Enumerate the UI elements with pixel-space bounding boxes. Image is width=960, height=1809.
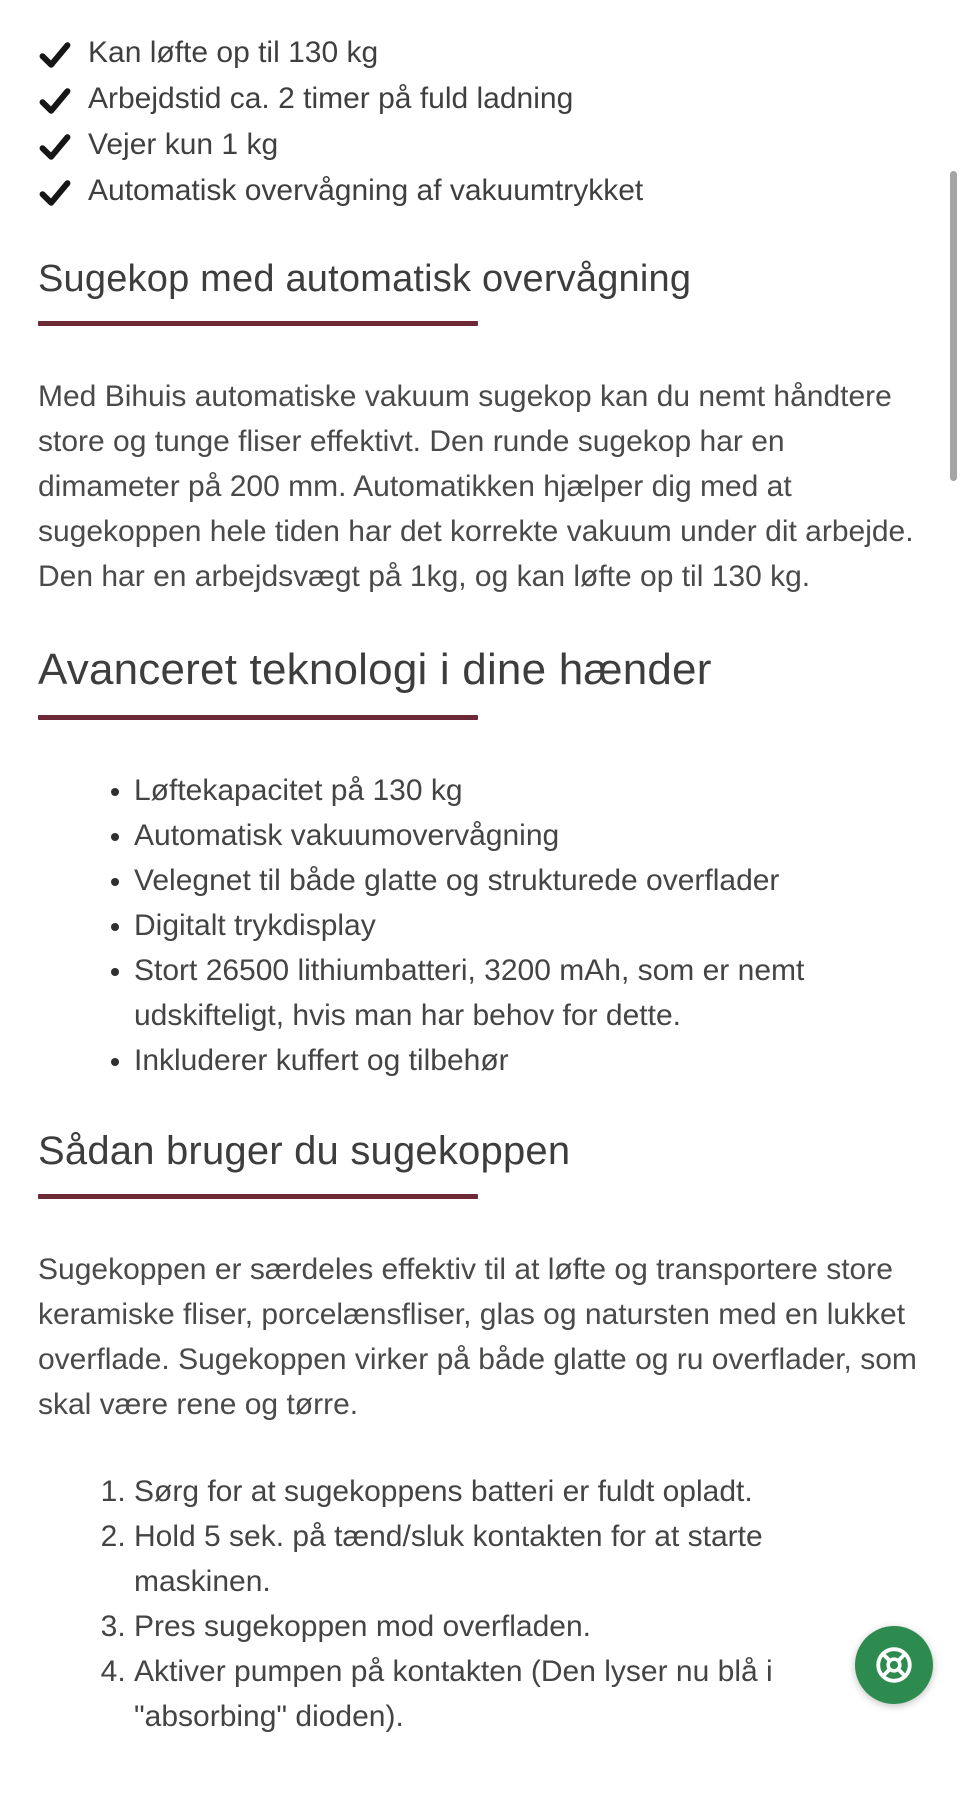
cookie-widget-button[interactable] bbox=[855, 1626, 933, 1704]
feature-item: • Velegnet til både glatte og strukturede overflader bbox=[134, 858, 920, 903]
usp-item bbox=[38, 122, 920, 168]
section-divider bbox=[38, 321, 478, 326]
section-heading-usage: Sådan bruger du sugekoppen bbox=[38, 1129, 571, 1173]
usp-text: Arbejdstid ca. 2 timer på fuld ladning bbox=[88, 82, 574, 115]
feature-item: • Løftekapacitet på 130 kg bbox=[134, 768, 920, 813]
section-divider bbox=[38, 715, 478, 720]
feature-list bbox=[38, 768, 920, 1083]
usage-step: 3. Pres sugekoppen mod overfladen. bbox=[134, 1604, 898, 1649]
usp-checklist bbox=[38, 30, 920, 214]
feature-item: • Inkluderer kuffert og tilbehør bbox=[134, 1038, 920, 1083]
checkmark-icon bbox=[38, 129, 72, 163]
section-divider bbox=[38, 1194, 478, 1199]
scrollbar[interactable] bbox=[950, 171, 957, 481]
feature-item: • Automatisk vakuumovervågning bbox=[134, 813, 920, 858]
usage-steps bbox=[38, 1469, 898, 1739]
usp-text: Kan løfte op til 130 kg bbox=[88, 36, 379, 69]
usp-item bbox=[38, 76, 920, 122]
usp-item bbox=[38, 30, 920, 76]
intro-paragraph: Med Bihuis automatiske vakuum sugekop kan du nemt håndtere store og tunge fliser effektivt. Den runde sugekop har en dimameter på 200 mm. Automatikken hjælper dig med at sugekoppen hele tiden har det korrekte vakuum under dit arbejde. Den har en arbejdsvægt på 1kg, og kan løfte op til 130 kg. bbox=[38, 380, 914, 593]
section-heading-technology: Avanceret teknologi i dine hænder bbox=[38, 645, 712, 694]
usp-text: Vejer kun 1 kg bbox=[88, 128, 279, 161]
checkmark-icon bbox=[38, 83, 72, 117]
section-heading-intro: Sugekop med automatisk overvågning bbox=[38, 258, 692, 300]
usp-item bbox=[38, 168, 920, 214]
usage-paragraph: Sugekoppen er særdeles effektiv til at løfte og transportere store keramiske fliser, porcelænsfliser, glas og natursten med en lukket overflade. Sugekoppen virker på både glatte og ru overflader, som skal være rene og tørre. bbox=[38, 1253, 917, 1421]
feature-item: • Stort 26500 lithiumbatteri, 3200 mAh, som er nemt udskifteligt, hvis man har behov for dette. bbox=[134, 948, 920, 1038]
checkmark-icon bbox=[38, 175, 72, 209]
usage-step: 2. Hold 5 sek. på tænd/sluk kontakten for at starte maskinen. bbox=[134, 1514, 898, 1604]
usage-step: 1. Sørg for at sugekoppens batteri er fuldt opladt. bbox=[134, 1469, 898, 1514]
checkmark-icon bbox=[38, 37, 72, 71]
lifebuoy-icon bbox=[872, 1643, 916, 1687]
usp-text: Automatisk overvågning af vakuumtrykket bbox=[88, 174, 644, 207]
usage-step: 4. Aktiver pumpen på kontakten (Den lyser nu blå i "absorbing" dioden). bbox=[134, 1649, 898, 1739]
feature-item: • Digitalt trykdisplay bbox=[134, 903, 920, 948]
